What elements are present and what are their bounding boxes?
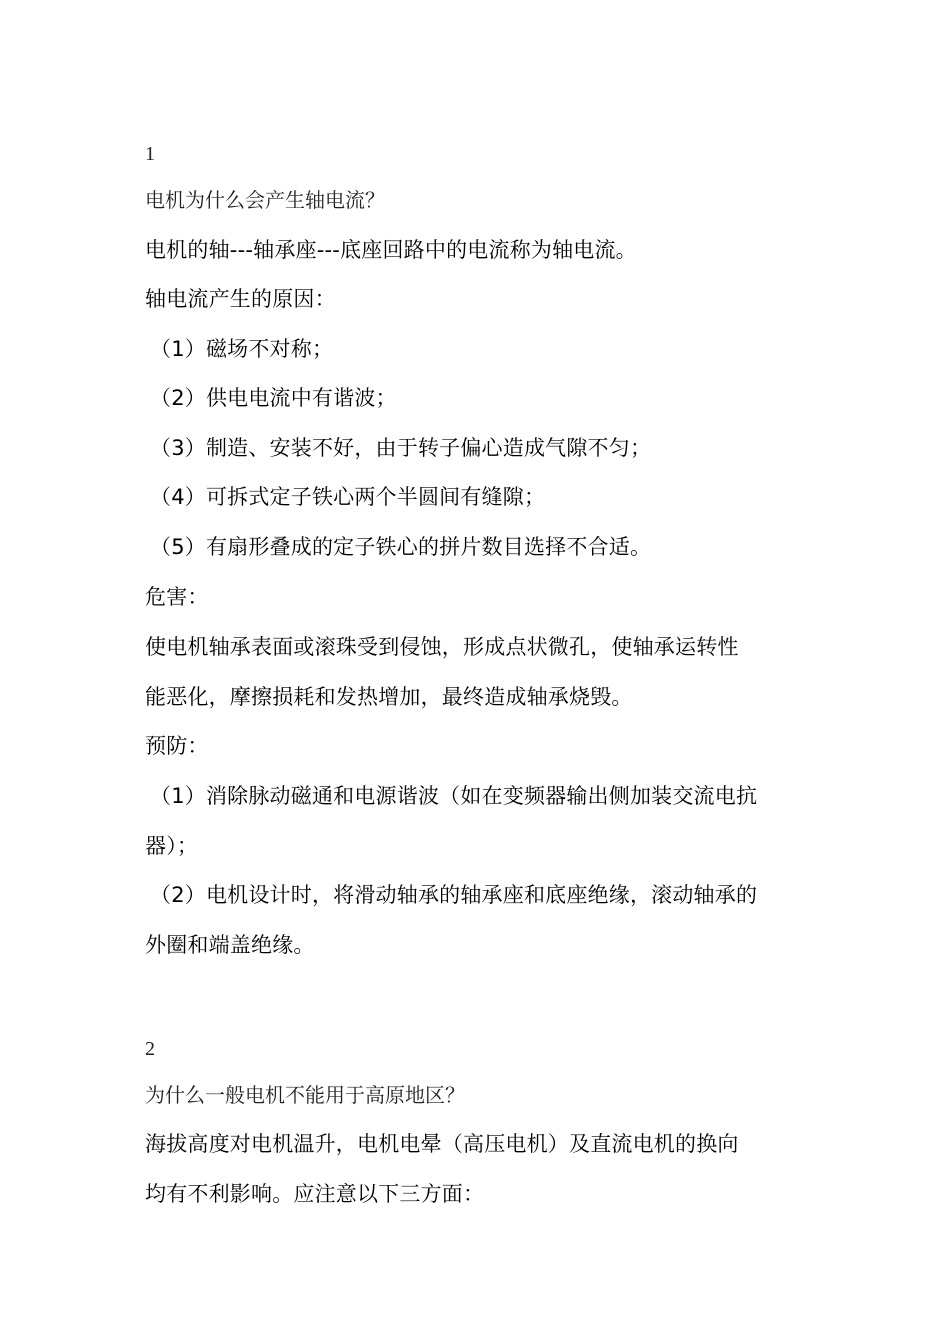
harm-heading: 危害： [145, 585, 209, 609]
cause-item: （4）可拆式定子铁心两个半圆间有缝隙； [150, 485, 546, 509]
section-1-question: 电机为什么会产生轴电流？ [145, 188, 385, 212]
prevention-heading: 预防： [145, 734, 209, 758]
prevention-text-line: 外圈和端盖绝缘。 [145, 933, 315, 957]
cause-item: （1）磁场不对称； [150, 337, 334, 361]
section-1-number: 1 [145, 143, 155, 165]
cause-item: （5）有扇形叠成的定子铁心的拼片数目选择不合适。 [150, 535, 652, 559]
section-2-body-line: 均有不利影响。应注意以下三方面： [145, 1182, 485, 1206]
cause-item: （2）供电电流中有谐波； [150, 386, 397, 410]
prevention-text-line: 器）； [145, 834, 199, 858]
section-2-question: 为什么一般电机不能用于高原地区？ [145, 1083, 465, 1107]
section-2-body-line: 海拔高度对电机温升，电机电晕（高压电机）及直流电机的换向 [145, 1132, 739, 1156]
prevention-text-line: （1）消除脉动磁通和电源谐波（如在变频器输出侧加装交流电抗 [150, 784, 758, 808]
section-1-definition: 电机的轴---轴承座---底座回路中的电流称为轴电流。 [145, 238, 637, 262]
harm-text-line: 使电机轴承表面或滚珠受到侵蚀，形成点状微孔，使轴承运转性 [145, 635, 739, 659]
causes-heading: 轴电流产生的原因： [145, 287, 336, 311]
prevention-text-line: （2）电机设计时，将滑动轴承的轴承座和底座绝缘，滚动轴承的 [150, 883, 758, 907]
cause-item: （3）制造、安装不好，由于转子偏心造成气隙不匀； [150, 436, 652, 460]
harm-text-line: 能恶化，摩擦损耗和发热增加，最终造成轴承烧毁。 [145, 685, 633, 709]
section-2-number: 2 [145, 1038, 155, 1060]
